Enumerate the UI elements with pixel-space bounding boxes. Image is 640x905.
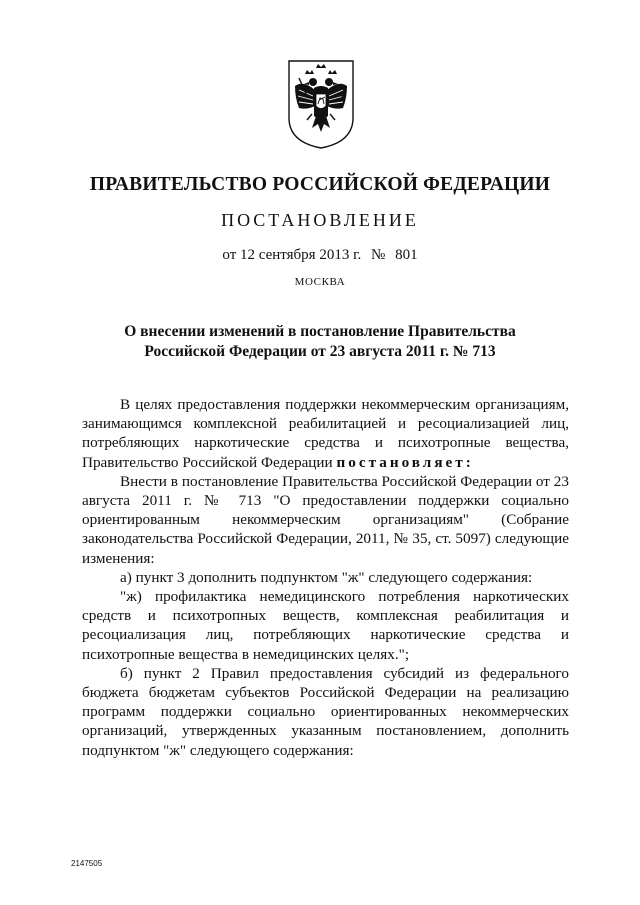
title-line-2: Российской Федерации от 23 августа 2011 г. № 713 <box>144 343 496 360</box>
document-date: 12 сентября 2013 г. <box>240 247 362 263</box>
russian-coat-of-arms-icon <box>285 58 357 150</box>
resolution-word: постановляет: <box>336 453 474 471</box>
document-number: 801 <box>395 247 418 263</box>
paragraph-preamble <box>82 395 569 472</box>
paragraph-item-b: б) пункт 2 Правил предоставления субсидий из федерального бюджета бюджетам субъектов Российской Федерации на реализацию программ поддержки социально ориентированных некоммерческих организаций, утвержденных указанным постановлением, дополнить подпунктом "ж" следующего содержания: <box>82 664 569 759</box>
document-type: ПОСТАНОВЛЕНИЕ <box>221 210 419 230</box>
number-sign: № <box>371 247 386 263</box>
preamble-text: В целях предоставления поддержки некоммерческим организациям, занимающимся комплексной реабилитацией и ресоциализацией лиц, потребляющих наркотические средства и психотропные вещества, Правительство Российской Федерации <box>82 396 569 471</box>
document-body <box>82 395 569 760</box>
document-code: 2147505 <box>71 859 103 868</box>
paragraph-item-zh: "ж) профилактика немедицинского потребления наркотических средств и психотропных веществ, комплексная реабилитация и ресоциализация лиц, потребляющих наркотические средства и психотропные вещества в немедицинских целях."; <box>82 588 569 663</box>
paragraph-item-a: а) пункт 3 дополнить подпунктом "ж" следующего содержания: <box>120 568 533 586</box>
title-line-1: О внесении изменений в постановление Правительства <box>124 323 516 340</box>
document-title <box>0 322 640 362</box>
city: МОСКВА <box>294 276 346 288</box>
document-date-line <box>0 247 640 264</box>
government-title: ПРАВИТЕЛЬСТВО РОССИЙСКОЙ ФЕДЕРАЦИИ <box>89 174 551 195</box>
date-prefix: от <box>222 247 237 263</box>
paragraph-amendment: Внести в постановление Правительства Российской Федерации от 23 августа 2011 г. № 713 "О предоставлении поддержки социально ориентированным некоммерческим организациям" (Собрание законодательства Российской Федерации, 2011, № 35, ст. 5097) следующие изменения: <box>82 472 569 567</box>
